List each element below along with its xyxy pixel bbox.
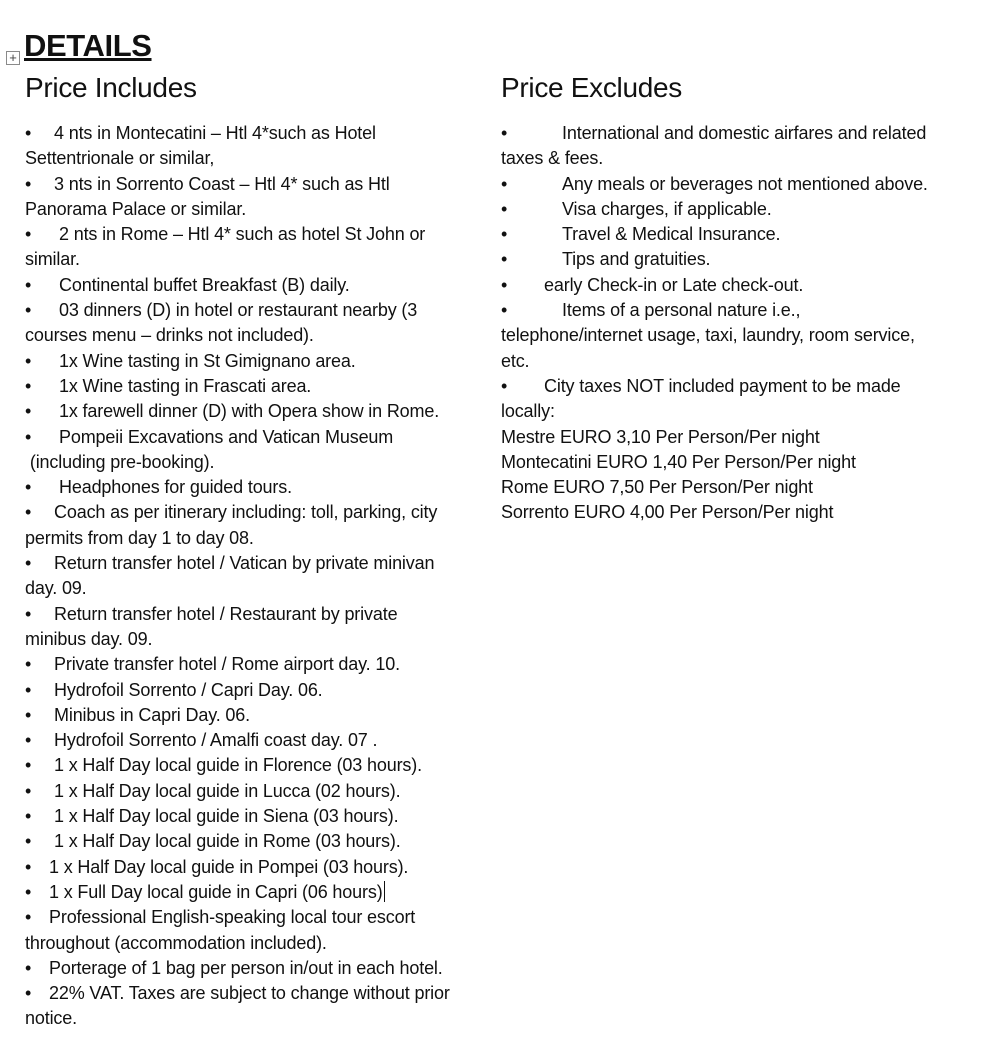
list-line-text: 2 nts in Rome – Htl 4* such as hotel St John or [59, 224, 426, 245]
bullet-icon: • [501, 198, 508, 219]
list-line-text: Settentrionale or similar, [25, 148, 215, 169]
list-line [501, 222, 996, 247]
list-line [25, 323, 495, 348]
list-line-text: 03 dinners (D) in hotel or restaurant nearby (3 [59, 300, 418, 321]
list-line [25, 753, 495, 778]
list-line [25, 121, 495, 146]
list-line-text: 22% VAT. Taxes are subject to change without prior [49, 983, 450, 1004]
list-line-text: Coach as per itinerary including: toll, parking, city [54, 502, 438, 523]
bullet-icon: • [501, 375, 508, 396]
bullet-icon: • [501, 123, 508, 143]
bullet-icon: • [25, 603, 32, 624]
list-line [25, 931, 495, 956]
table-move-handle-icon[interactable]: + [6, 51, 20, 65]
bullet-icon: • [501, 173, 508, 194]
list-line-text: Any meals or beverages not mentioned above. [562, 173, 928, 194]
bullet-icon: • [25, 553, 32, 574]
bullet-icon: • [25, 831, 32, 852]
details-title: DETAILS [24, 28, 152, 63]
list-line-text: taxes & fees. [501, 148, 604, 169]
list-line [25, 172, 495, 197]
list-line [501, 121, 996, 146]
price-excludes-heading: Price Excludes [501, 72, 682, 103]
list-line [25, 526, 495, 551]
list-line [25, 804, 495, 829]
price-excludes-column [501, 71, 996, 526]
bullet-icon: • [25, 300, 32, 321]
list-line [25, 298, 495, 323]
list-line [501, 374, 996, 399]
list-line-text: Hydrofoil Sorrento / Capri Day. 06. [54, 679, 323, 700]
list-line [25, 728, 495, 753]
list-line [25, 576, 495, 601]
bullet-icon: • [501, 224, 508, 245]
list-line [25, 779, 495, 804]
list-line [25, 222, 495, 247]
list-line-text: Items of a personal nature i.e., [562, 300, 801, 321]
list-line-text: Porterage of 1 bag per person in/out in each hotel. [49, 957, 443, 978]
list-line-text: 1 x Half Day local guide in Rome (03 hours). [54, 831, 401, 852]
list-line-text: 3 nts in Sorrento Coast – Htl 4* such as Htl [54, 173, 390, 194]
list-line [25, 602, 495, 627]
list-line [501, 425, 996, 450]
list-line [25, 627, 495, 652]
list-line-text: permits from day 1 to day 08. [25, 527, 254, 548]
price-excludes-list [501, 121, 996, 526]
list-line [25, 197, 495, 222]
bullet-icon: • [501, 249, 508, 270]
list-line-text: Headphones for guided tours. [59, 477, 292, 498]
list-line [25, 880, 495, 905]
bullet-icon: • [25, 654, 32, 675]
bullet-icon: • [501, 274, 508, 295]
list-line-text: Hydrofoil Sorrento / Amalfi coast day. 07 . [54, 730, 378, 751]
list-line-text: Continental buffet Breakfast (B) daily. [59, 274, 350, 295]
list-line-text: Visa charges, if applicable. [562, 198, 772, 219]
list-line [501, 349, 996, 374]
list-line-text: Professional English-speaking local tour escort [49, 907, 416, 928]
bullet-icon: • [25, 224, 32, 245]
price-includes-column [25, 71, 495, 1032]
list-line [25, 905, 495, 930]
bullet-icon: • [25, 426, 32, 447]
list-line [25, 146, 495, 171]
bullet-icon: • [25, 881, 32, 902]
list-line-text: telephone/internet usage, taxi, laundry, room service, [501, 325, 915, 346]
list-line [501, 475, 996, 500]
list-line [25, 374, 495, 399]
bullet-icon: • [25, 123, 32, 143]
list-line [25, 551, 495, 576]
list-line [25, 273, 495, 298]
list-line [25, 399, 495, 424]
list-line-text: Panorama Palace or similar. [25, 198, 247, 219]
list-line-text: minibus day. 09. [25, 628, 153, 649]
list-line [25, 678, 495, 703]
list-line-text: notice. [25, 1008, 77, 1029]
list-line-text: 1 x Half Day local guide in Pompei (03 hours). [49, 856, 409, 877]
text-cursor [384, 881, 385, 902]
bullet-icon: • [25, 957, 32, 978]
list-line-text: Private transfer hotel / Rome airport day. 10. [54, 654, 400, 675]
bullet-icon: • [25, 502, 32, 523]
list-line-text: etc. [501, 350, 530, 371]
price-includes-list [25, 121, 495, 1032]
bullet-icon: • [25, 907, 32, 928]
list-line [501, 500, 996, 525]
list-line [25, 425, 495, 450]
bullet-icon: • [25, 856, 32, 877]
bullet-icon: • [25, 350, 32, 371]
bullet-icon: • [25, 173, 32, 194]
bullet-icon: • [25, 730, 32, 751]
list-line-text: 1x Wine tasting in St Gimignano area. [59, 350, 356, 371]
list-line-text: similar. [25, 249, 80, 270]
list-line [25, 247, 495, 272]
list-line-text: throughout (accommodation included). [25, 932, 327, 953]
list-line [25, 652, 495, 677]
list-line-text: City taxes NOT included payment to be made [544, 375, 901, 396]
list-line-text: Montecatini EURO 1,40 Per Person/Per night [501, 451, 856, 472]
list-line-text: Tips and gratuities. [562, 249, 711, 270]
list-line-text: (including pre-booking). [25, 451, 215, 472]
price-includes-heading: Price Includes [25, 72, 197, 103]
bullet-icon: • [501, 300, 508, 321]
list-line-text: courses menu – drinks not included). [25, 325, 314, 346]
list-line [501, 323, 996, 348]
list-line [501, 247, 996, 272]
list-line-text: Minibus in Capri Day. 06. [54, 704, 250, 725]
list-line-text: locally: [501, 401, 555, 422]
list-line-text: 1 x Half Day local guide in Lucca (02 hours). [54, 780, 401, 801]
bullet-icon: • [25, 679, 32, 700]
bullet-icon: • [25, 274, 32, 295]
list-line-text: Return transfer hotel / Restaurant by private [54, 603, 398, 624]
bullet-icon: • [25, 755, 32, 776]
list-line [25, 475, 495, 500]
list-line [501, 172, 996, 197]
list-line-text: early Check-in or Late check-out. [544, 274, 804, 295]
list-line [501, 298, 996, 323]
list-line-text: 1x Wine tasting in Frascati area. [59, 375, 312, 396]
list-line [25, 855, 495, 880]
list-line-text: Travel & Medical Insurance. [562, 224, 781, 245]
bullet-icon: • [25, 780, 32, 801]
list-line-text: International and domestic airfares and related [562, 123, 927, 143]
bullet-icon: • [25, 983, 32, 1004]
list-line-text: Return transfer hotel / Vatican by private minivan [54, 553, 435, 574]
list-line [25, 956, 495, 981]
list-line-text: 1 x Full Day local guide in Capri (06 hours) [49, 881, 383, 902]
list-line [25, 703, 495, 728]
list-line [501, 146, 996, 171]
list-line [25, 450, 495, 475]
list-line [25, 829, 495, 854]
list-line-text: Rome EURO 7,50 Per Person/Per night [501, 477, 813, 498]
list-line-text: 1 x Half Day local guide in Siena (03 hours). [54, 806, 399, 827]
list-line [25, 981, 495, 1006]
list-line-text: 1x farewell dinner (D) with Opera show in Rome. [59, 401, 440, 422]
list-line [501, 399, 996, 424]
list-line [501, 197, 996, 222]
list-line [25, 349, 495, 374]
list-line [501, 450, 996, 475]
list-line [501, 273, 996, 298]
bullet-icon: • [25, 704, 32, 725]
bullet-icon: • [25, 401, 32, 422]
list-line [25, 1006, 495, 1031]
list-line-text: Pompeii Excavations and Vatican Museum [59, 426, 394, 447]
list-line [25, 500, 495, 525]
bullet-icon: • [25, 375, 32, 396]
list-line-text: 1 x Half Day local guide in Florence (03 hours). [54, 755, 422, 776]
list-line-text: Mestre EURO 3,10 Per Person/Per night [501, 426, 820, 447]
bullet-icon: • [25, 477, 32, 498]
bullet-icon: • [25, 806, 32, 827]
list-line-text: day. 09. [25, 578, 87, 599]
list-line-text: Sorrento EURO 4,00 Per Person/Per night [501, 502, 834, 523]
list-line-text: 4 nts in Montecatini – Htl 4*such as Hotel [54, 123, 376, 143]
